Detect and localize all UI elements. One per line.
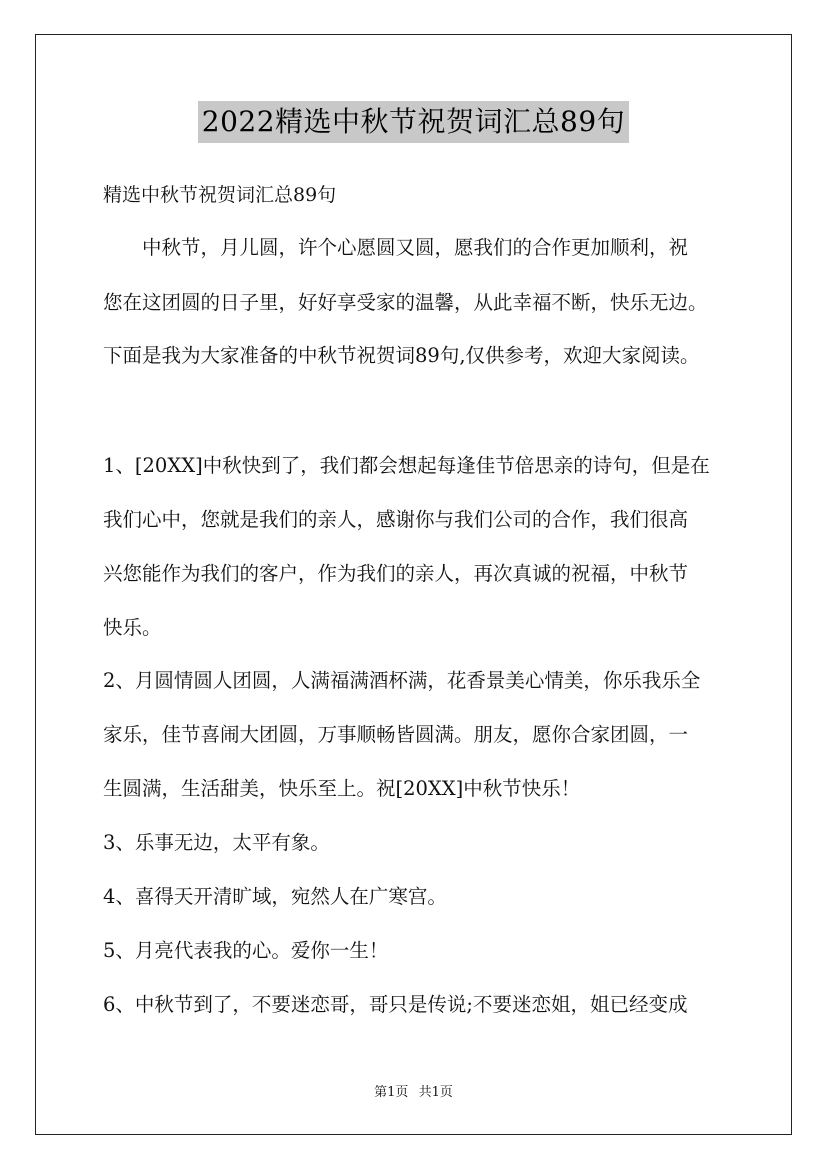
item-line: 家乐，佳节喜闹大团圆，万事顺畅皆圆满。朋友，愿你合家团圆，一 [103,723,689,746]
item-line: 5、月亮代表我的心。爱你一生！ [103,939,389,962]
title-wrap [0,101,827,143]
item-line: 快乐。 [103,616,162,639]
item-line: 4、喜得天开清旷域，宛然人在广寒宫。 [103,885,447,908]
document-subtitle: 精选中秋节祝贺词汇总89句 [103,184,337,206]
item-line: 1、[20XX]中秋快到了，我们都会想起每逢佳节倍思亲的诗句，但是在 [103,454,710,477]
intro-line: 您在这团圆的日子里，好好享受家的温馨，从此幸福不断，快乐无边。 [103,291,708,314]
item-line: 6、中秋节到了，不要迷恋哥，哥只是传说;不要迷恋姐，姐已经变成 [103,993,688,1016]
page-number: 第1页 [374,1085,409,1100]
intro-line: 中秋节，月儿圆，许个心愿圆又圆，愿我们的合作更加顺利，祝 [103,236,689,259]
item-line: 生圆满，生活甜美，快乐至上。祝[20XX]中秋节快乐！ [103,777,581,800]
item-line: 3、乐事无边，太平有象。 [103,831,330,854]
item-line: 我们心中，您就是我们的亲人，感谢你与我们公司的合作，我们很高 [103,508,689,531]
item-line: 2、月圆情圆人团圆，人满福满酒杯满，花香景美心情美，你乐我乐全 [103,669,701,692]
item-line: 兴您能作为我们的客户，作为我们的亲人，再次真诚的祝福，中秋节 [103,562,689,585]
page-total: 共1页 [418,1085,453,1100]
document-title: 2022精选中秋节祝贺词汇总89句 [198,101,629,143]
page-footer [0,1084,827,1102]
intro-line: 下面是我为大家准备的中秋节祝贺词89句,仅供参考，欢迎大家阅读。 [103,344,700,367]
